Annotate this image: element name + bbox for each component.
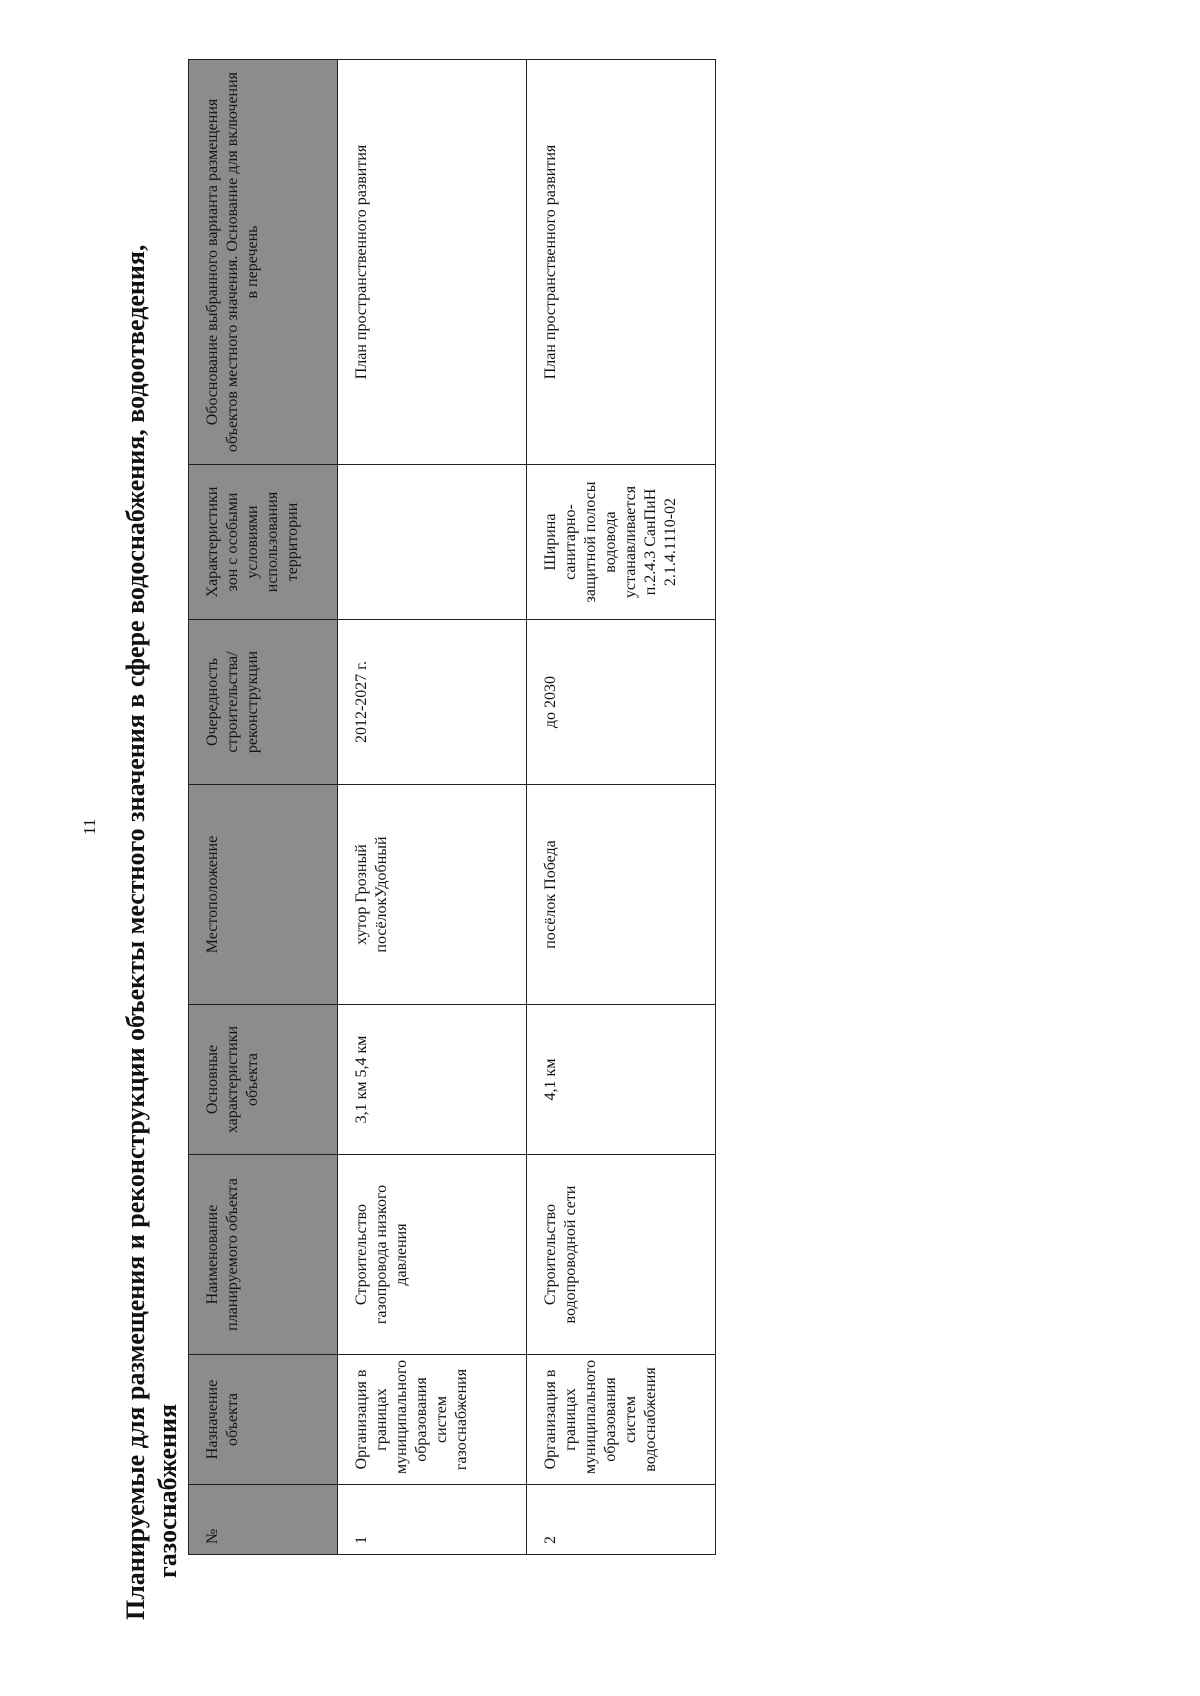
- header-zones: Характеристики зон с особыми условиями использования территории: [189, 465, 338, 620]
- cell-number: 1: [338, 1485, 527, 1555]
- cell-characteristics: 3,1 км 5,4 км: [338, 1005, 527, 1155]
- planned-objects-table: [188, 59, 716, 1555]
- header-number: №: [189, 1485, 338, 1555]
- cell-object-name: Строительство водопроводной сети: [527, 1155, 716, 1355]
- cell-zones: Ширина санитарно-защитной полосы водовода устанавливается п.2.4.3 СанПиН 2.1.4.1110-02: [527, 465, 716, 620]
- header-location: Местоположение: [189, 785, 338, 1005]
- table-header-row: [189, 60, 338, 1555]
- title-line-2: газоснабжения: [153, 1403, 182, 1578]
- cell-basis: План пространственного развития: [527, 60, 716, 465]
- table-row: [527, 60, 716, 1555]
- document-title: [120, 60, 184, 1620]
- header-purpose: Назначение объекта: [189, 1355, 338, 1485]
- cell-purpose: Организация в границах муниципального образования систем водоснабжения: [527, 1355, 716, 1485]
- cell-location: хутор Грозный посёлокУдобный: [338, 785, 527, 1005]
- page-number: 11: [80, 818, 99, 835]
- table-row: [338, 60, 527, 1555]
- header-basis: Обоснование выбранного варианта размещения объектов местного значения. Основание для включения в перечень: [189, 60, 338, 465]
- cell-stage: до 2030: [527, 620, 716, 785]
- cell-characteristics: 4,1 км: [527, 1005, 716, 1155]
- header-object-name: Наименование планируемого объекта: [189, 1155, 338, 1355]
- cell-stage: 2012-2027 г.: [338, 620, 527, 785]
- cell-location: посёлок Победа: [527, 785, 716, 1005]
- title-line-1: Планируемые для размещения и реконструкции объекты местного значения в сфере водоснабжения, водоотведения,: [121, 244, 150, 1620]
- cell-zones: [338, 465, 527, 620]
- header-characteristics: Основные характеристики объекта: [189, 1005, 338, 1155]
- cell-purpose: Организация в границах муниципального образования систем газоснабжения: [338, 1355, 527, 1485]
- cell-object-name: Строительство газопровода низкого давления: [338, 1155, 527, 1355]
- header-stage: Очередность строительства/ реконструкции: [189, 620, 338, 785]
- rotated-page-content: [120, 60, 800, 1620]
- cell-number: 2: [527, 1485, 716, 1555]
- cell-basis: План пространственного развития: [338, 60, 527, 465]
